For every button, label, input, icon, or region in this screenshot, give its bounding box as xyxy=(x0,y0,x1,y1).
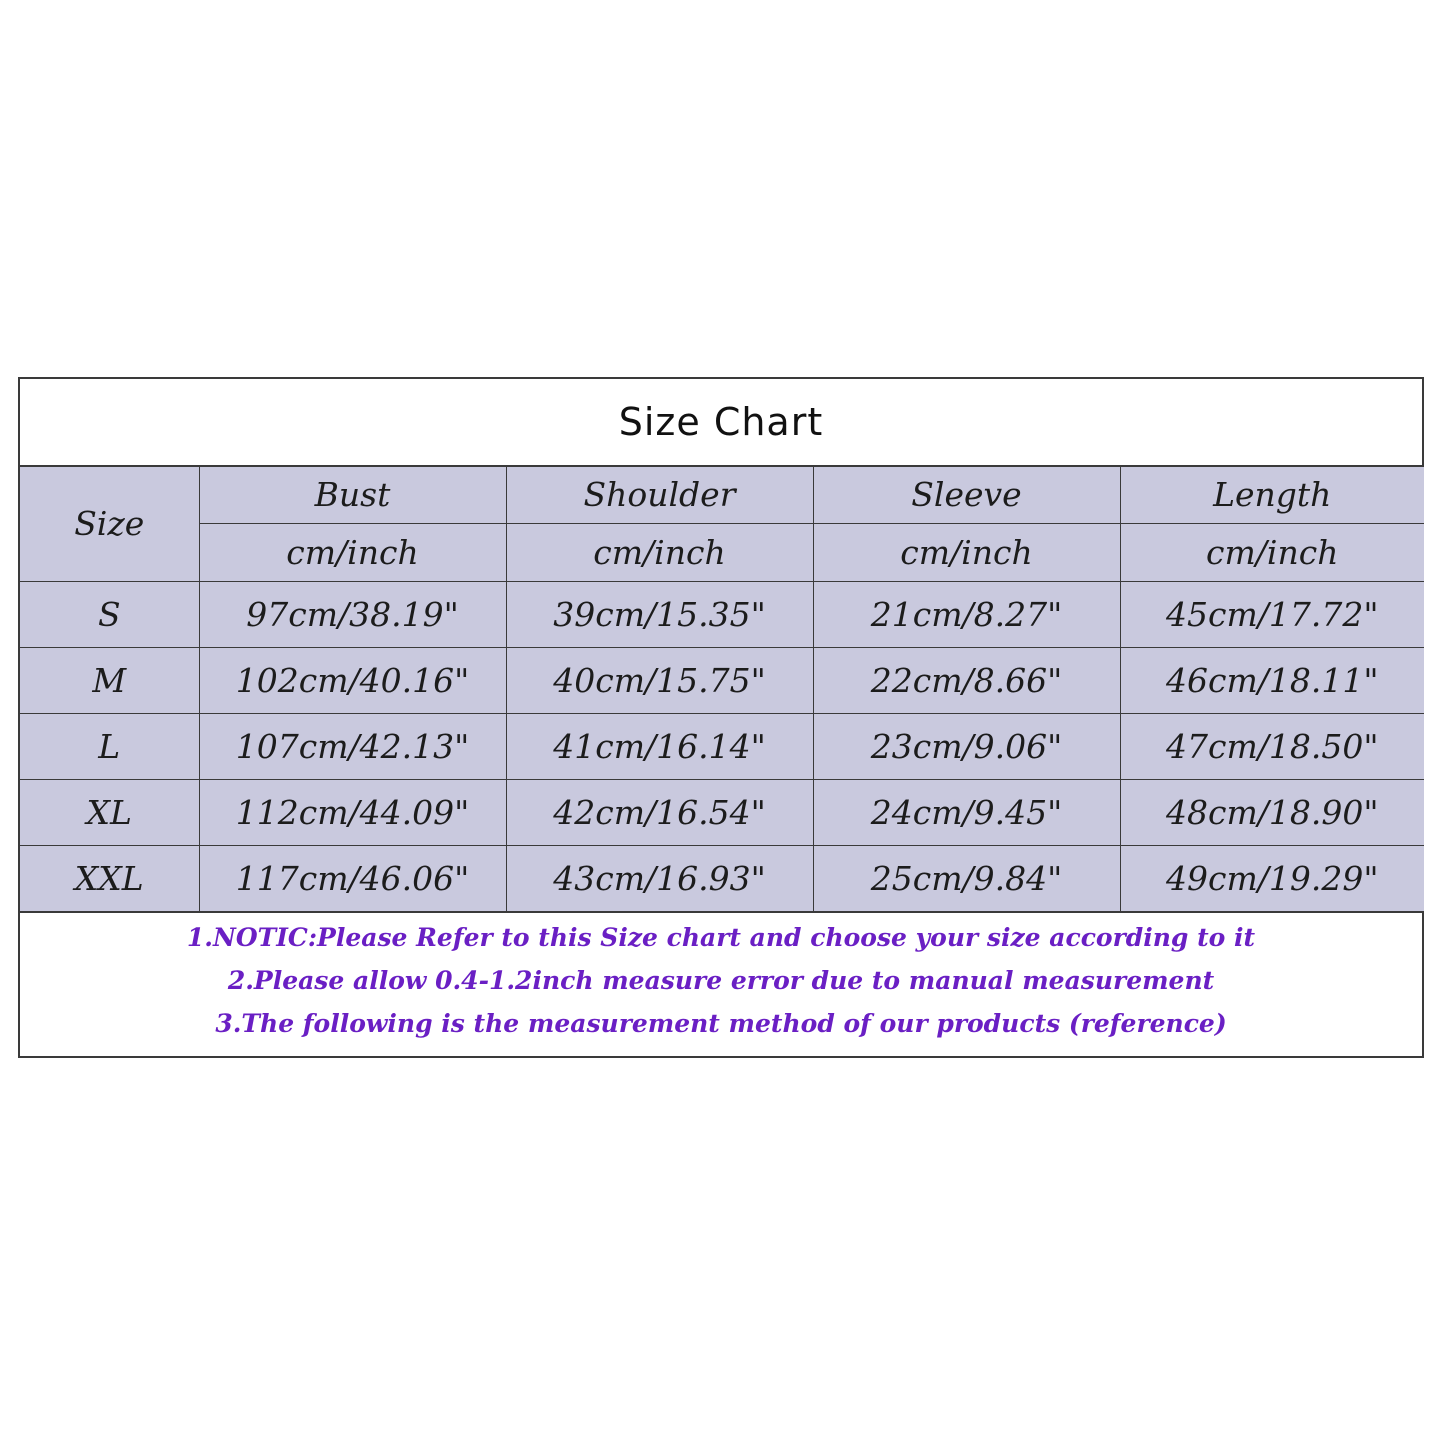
length-value: 49cm/19.29" xyxy=(1120,845,1424,911)
shoulder-value: 43cm/16.93" xyxy=(506,845,813,911)
column-header-shoulder: Shoulder xyxy=(506,467,813,523)
sleeve-value: 21cm/8.27" xyxy=(813,581,1120,647)
table-row xyxy=(20,581,1424,647)
sleeve-value: 25cm/9.84" xyxy=(813,845,1120,911)
note-line: 1.NOTIC:Please Refer to this Size chart and choose your size according to it xyxy=(186,923,1256,952)
size-column-header: Size xyxy=(20,467,199,581)
unit-label-length: cm/inch xyxy=(1120,523,1424,581)
page-title: Size Chart xyxy=(618,400,824,444)
unit-label-shoulder: cm/inch xyxy=(506,523,813,581)
length-value: 46cm/18.11" xyxy=(1120,647,1424,713)
bust-value: 112cm/44.09" xyxy=(199,779,506,845)
bust-value: 102cm/40.16" xyxy=(199,647,506,713)
length-value: 48cm/18.90" xyxy=(1120,779,1424,845)
column-header-bust: Bust xyxy=(199,467,506,523)
title-row xyxy=(20,379,1422,467)
size-label: L xyxy=(20,713,199,779)
header-row xyxy=(20,467,1424,523)
unit-label-bust: cm/inch xyxy=(199,523,506,581)
size-chart xyxy=(18,377,1424,1058)
table-row xyxy=(20,845,1424,911)
bust-value: 97cm/38.19" xyxy=(199,581,506,647)
notes-section xyxy=(20,912,1422,1049)
shoulder-value: 39cm/15.35" xyxy=(506,581,813,647)
length-value: 47cm/18.50" xyxy=(1120,713,1424,779)
column-header-length: Length xyxy=(1120,467,1424,523)
size-label: XL xyxy=(20,779,199,845)
size-label: M xyxy=(20,647,199,713)
table-row xyxy=(20,779,1424,845)
shoulder-value: 42cm/16.54" xyxy=(506,779,813,845)
shoulder-value: 41cm/16.14" xyxy=(506,713,813,779)
unit-label-sleeve: cm/inch xyxy=(813,523,1120,581)
unit-row xyxy=(20,523,1424,581)
size-label: XXL xyxy=(20,845,199,911)
sleeve-value: 22cm/8.66" xyxy=(813,647,1120,713)
bust-value: 117cm/46.06" xyxy=(199,845,506,911)
size-table xyxy=(20,467,1424,912)
table-row xyxy=(20,713,1424,779)
shoulder-value: 40cm/15.75" xyxy=(506,647,813,713)
note-line: 2.Please allow 0.4-1.2inch measure error due to manual measurement xyxy=(227,966,1215,995)
note-line: 3.The following is the measurement method of our products (reference) xyxy=(215,1009,1227,1038)
sleeve-value: 23cm/9.06" xyxy=(813,713,1120,779)
table-row xyxy=(20,647,1424,713)
sleeve-value: 24cm/9.45" xyxy=(813,779,1120,845)
bust-value: 107cm/42.13" xyxy=(199,713,506,779)
column-header-sleeve: Sleeve xyxy=(813,467,1120,523)
size-label: S xyxy=(20,581,199,647)
length-value: 45cm/17.72" xyxy=(1120,581,1424,647)
